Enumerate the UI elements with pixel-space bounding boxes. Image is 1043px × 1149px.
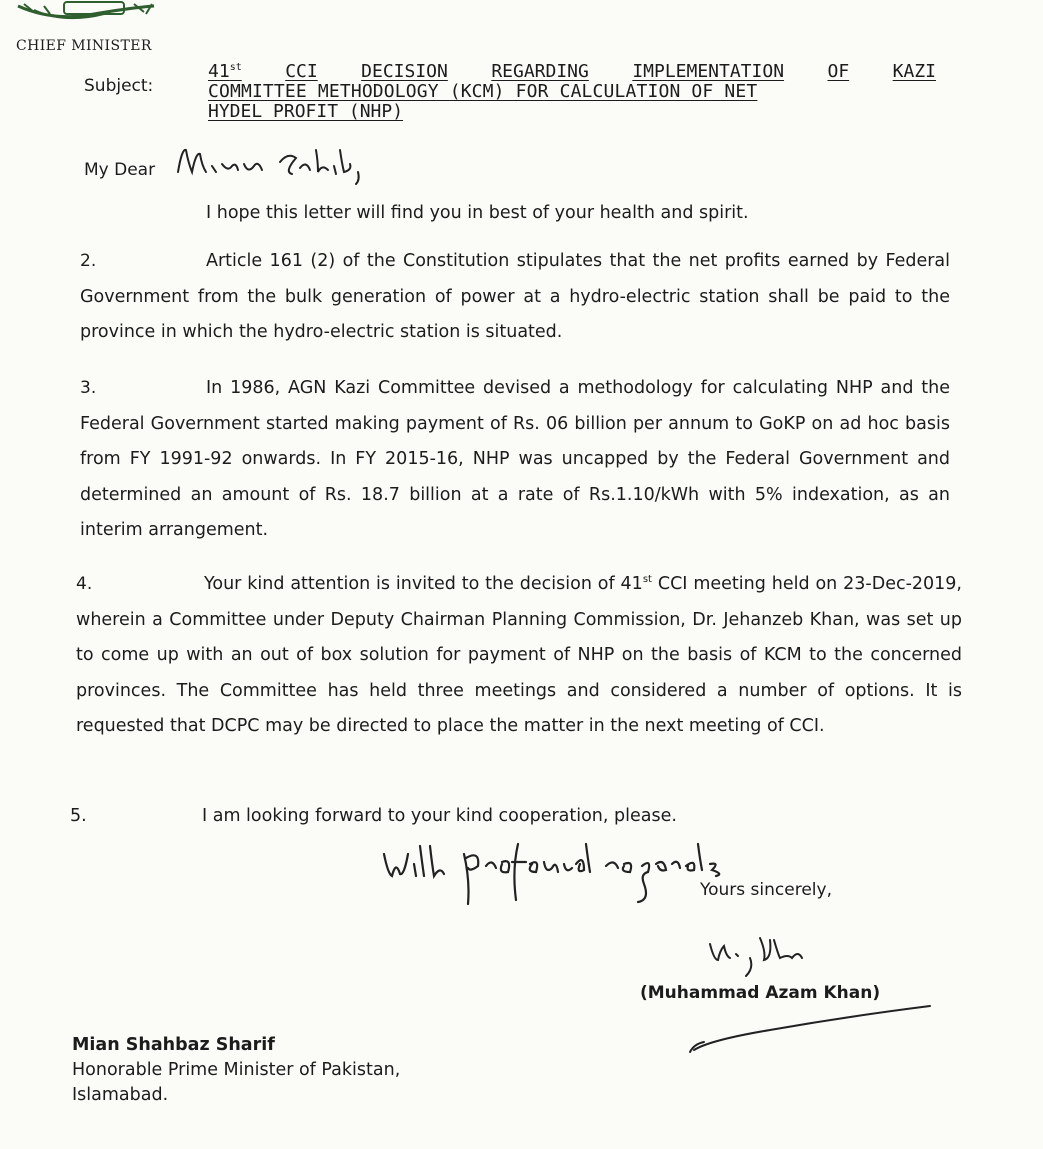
signature xyxy=(700,930,850,980)
government-emblem-icon xyxy=(14,0,164,30)
subject-word: REGARDING xyxy=(491,61,589,82)
paragraph-number: 5. xyxy=(70,806,87,826)
paragraph-3-text: In 1986, AGN Kazi Committee devised a methodology for calculating NHP and the Federal Government started making payment of Rs. 06 billion per annum to GoKP on ad hoc basis from FY 1991-92 onwards. In FY 2015-16, NHP was uncapped by the Federal Government and determined an amount of Rs. 18.7 billion at a rate of Rs.1.10/kWh with 5% indexation, as an interim arrangement. xyxy=(80,378,950,540)
signer-name: (Muhammad Azam Khan) xyxy=(640,983,881,1003)
handwritten-regards xyxy=(380,840,740,910)
paragraph-4-text-a: Your kind attention is invited to the decision of 41 xyxy=(204,574,643,594)
subject-label: Subject: xyxy=(84,76,154,96)
handwritten-salutation xyxy=(172,142,382,190)
subject-word: OF xyxy=(827,61,850,82)
addressee-title: Honorable Prime Minister of Pakistan, xyxy=(72,1060,401,1080)
subject-text xyxy=(208,62,936,122)
subject-line-2: COMMITTEE METHODOLOGY (KCM) FOR CALCULATION OF NET xyxy=(208,81,758,102)
subject-ordinal-suffix: st xyxy=(229,62,242,73)
salutation-prefix: My Dear xyxy=(84,160,156,180)
subject-word: KAZI xyxy=(892,61,936,82)
addressee-name: Mian Shahbaz Sharif xyxy=(72,1035,275,1055)
addressee-block xyxy=(72,1033,400,1108)
addressee-city: Islamabad. xyxy=(72,1085,169,1105)
subject-word: IMPLEMENTATION xyxy=(632,61,785,82)
paragraph-2-text: Article 161 (2) of the Constitution stipulates that the net profits earned by Federal Government from the bulk generation of power at a hydro-electric station shall be paid to the province in which the hydro-electric station is situated. xyxy=(80,251,950,342)
closing-sincerely: Yours sincerely, xyxy=(700,880,832,900)
paragraph-number: 3. xyxy=(80,378,97,398)
subject-word: DECISION xyxy=(361,61,448,82)
paragraph-4 xyxy=(76,567,962,745)
paragraph-4-text-b: CCI meeting held on 23-Dec-2019, wherein a Committee under Deputy Chairman Planning Commission, Dr. Jehanzeb Khan, was set up to come up with an out of box solution for payment of NHP on the basis of KCM to the concerned provinces. The Committee has held three meetings and considered a number of options. It is requested that DCPC may be directed to place the matter in the next meeting of CCI. xyxy=(76,574,962,736)
paragraph-2 xyxy=(80,244,950,351)
subject-word: CCI xyxy=(285,61,318,82)
subject-ordinal: 41 xyxy=(208,61,230,82)
signature-flourish xyxy=(680,1000,940,1060)
subject-line-3: HYDEL PROFIT (NHP) xyxy=(208,101,404,122)
paragraph-number: 4. xyxy=(76,574,93,594)
paragraph-3 xyxy=(80,371,950,549)
paragraph-5 xyxy=(70,806,677,826)
paragraph-number: 2. xyxy=(80,251,97,271)
subject-line-1 xyxy=(208,62,936,82)
subject-word xyxy=(208,62,242,82)
paragraph-4-sup: st xyxy=(642,574,652,586)
paragraph-5-text: I am looking forward to your kind cooperation, please. xyxy=(202,806,677,826)
paragraph-1: I hope this letter will find you in best of your health and spirit. xyxy=(206,203,749,223)
office-title: CHIEF MINISTER xyxy=(16,38,152,54)
